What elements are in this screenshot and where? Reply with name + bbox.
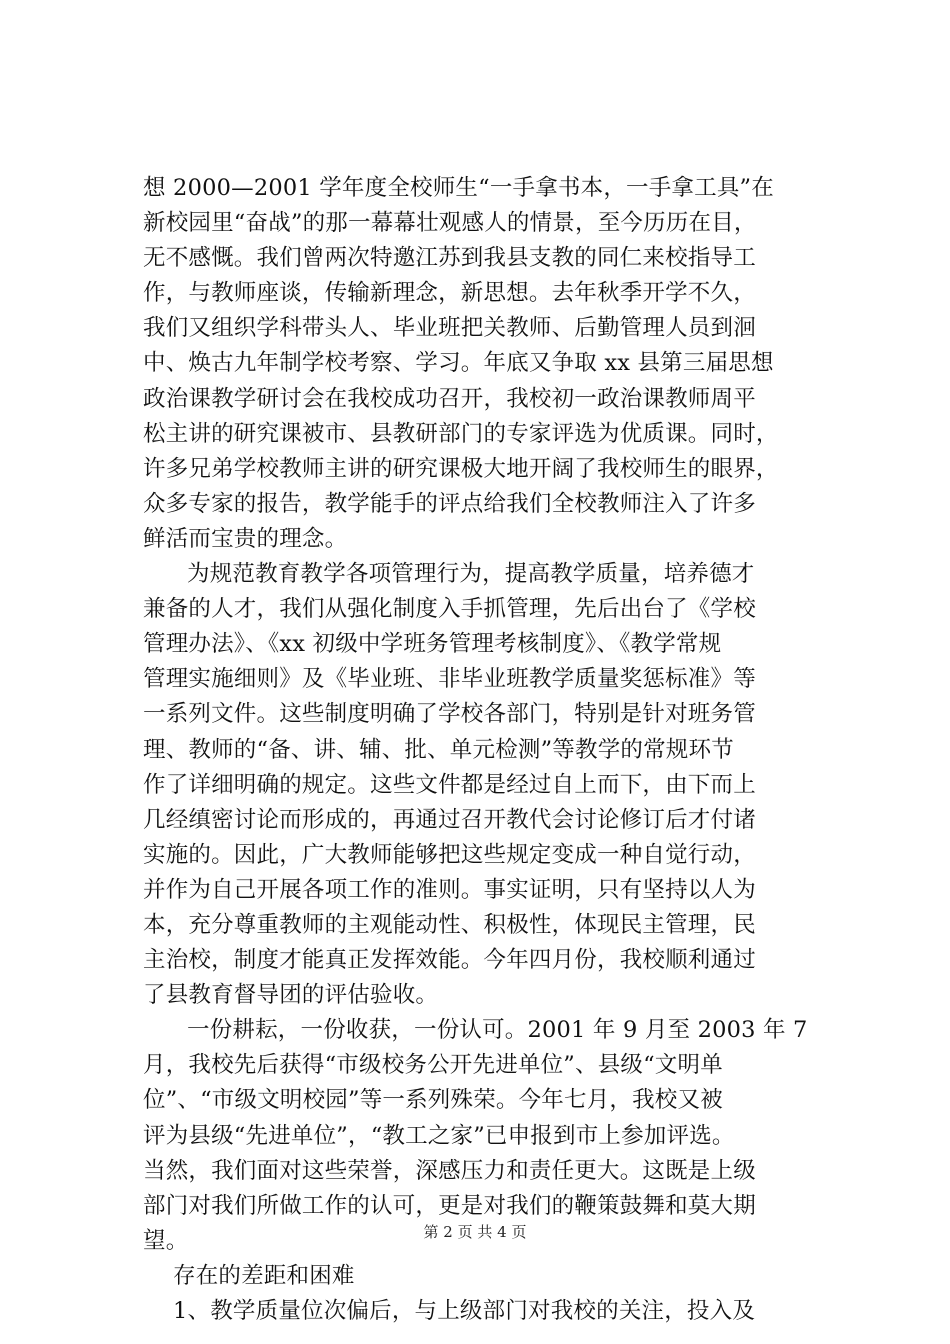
- text-line: 评为县级“先进单位”，“教工之家”已申报到市上参加评选。: [143, 1122, 735, 1149]
- text-line: 位”、“市级文明校园”等一系列殊荣。今年七月，我校又被: [143, 1087, 723, 1114]
- text-line: 并作为自己开展各项工作的准则。事实证明，只有坚持以人为: [143, 876, 756, 903]
- text-line: 实施的。因此，广大教师能够把这些规定变成一种自觉行动，: [143, 841, 756, 868]
- text-line: 众多专家的报告，教学能手的评点给我们全校教师注入了许多: [143, 490, 756, 517]
- text-line: 我们又组织学科带头人、毕业班把关教师、后勤管理人员到洄: [143, 315, 756, 342]
- text-line: 一系列文件。这些制度明确了学校各部门，特别是针对班务管: [143, 701, 756, 728]
- section-heading: 存在的差距和困难: [173, 1262, 355, 1289]
- text-line: 兼备的人才，我们从强化制度入手抓管理，先后出台了《学校: [143, 596, 756, 623]
- text-line: 想 2000—2001 学年度全校师生“一手拿书本，一手拿工具”在: [143, 175, 774, 201]
- text-line: 一份耕耘，一份收获，一份认可。2001 年 9 月至 2003 年 7: [187, 1017, 808, 1044]
- text-line: 政治课教学研讨会在我校成功召开，我校初一政治课教师周平: [143, 385, 756, 412]
- text-line: 当然，我们面对这些荣誉，深感压力和责任更大。这既是上级: [143, 1157, 756, 1184]
- text-line: 1、教学质量位次偏后，与上级部门对我校的关注，投入及: [173, 1298, 756, 1324]
- text-line: 月，我校先后获得“市级校务公开先进单位”、县级“文明单: [143, 1052, 723, 1079]
- text-line: 新校园里“奋战”的那一幕幕壮观感人的情景，至今历历在目，: [143, 210, 757, 237]
- text-line: 中、焕古九年制学校考察、学习。年底又争取 xx 县第三届思想: [143, 350, 774, 377]
- text-line: 部门对我们所做工作的认可，更是对我们的鞭策鼓舞和莫大期: [143, 1192, 756, 1219]
- text-line: 望。: [143, 1227, 189, 1254]
- text-line: 了县教育督导团的评估验收。: [143, 982, 439, 1009]
- text-line: 管理办法》、《xx 初级中学班务管理考核制度》、《教学常规: [143, 631, 722, 658]
- text-line: 理、教师的“备、讲、辅、批、单元检测”等教学的常规环节: [143, 736, 734, 763]
- text-line: 许多兄弟学校教师主讲的研究课极大地开阔了我校师生的眼界，: [143, 455, 779, 482]
- text-line: 管理实施细则》及《毕业班、非毕业班教学质量奖惩标准》等: [143, 666, 756, 693]
- body-text: [143, 171, 851, 1329]
- page-footer: 第 2 页 共 4 页: [423, 1223, 527, 1241]
- text-line: 几经缜密讨论而形成的，再通过召开教代会讨论修订后才付诸: [143, 806, 756, 833]
- text-line: 作了详细明确的规定。这些文件都是经过自上而下，由下而上: [143, 771, 756, 798]
- text-line: 本，充分尊重教师的主观能动性、积极性，体现民主管理，民: [143, 911, 756, 938]
- text-line: 作，与教师座谈，传输新理念，新思想。去年秋季开学不久，: [143, 280, 756, 307]
- text-line: 主治校，制度才能真正发挥效能。今年四月份，我校顺利通过: [143, 947, 756, 974]
- text-line: 为规范教育教学各项管理行为，提高教学质量，培养德才: [187, 561, 755, 588]
- text-line: 无不感慨。我们曾两次特邀江苏到我县支教的同仁来校指导工: [143, 245, 756, 272]
- text-line: 鲜活而宝贵的理念。: [143, 525, 348, 552]
- text-line: 松主讲的研究课被市、县教研部门的专家评选为优质课。同时，: [143, 420, 779, 447]
